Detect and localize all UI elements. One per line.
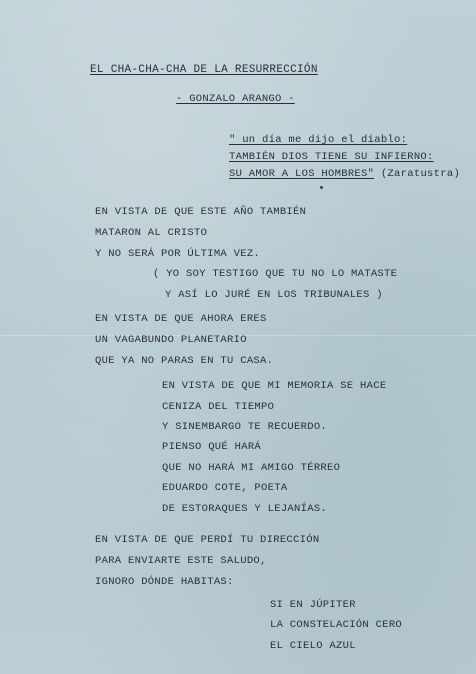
stanza3-line-1: EN VISTA DE QUE MI MEMORIA SE HACE: [162, 380, 387, 392]
stanza3-line-4: PIENSO QUÉ HARÁ: [162, 441, 262, 453]
epigraph-line-2: TAMBIÉN DIOS TIENE SU INFIERNO:: [229, 151, 434, 163]
stanza2-line-1: EN VISTA DE QUE AHORA ERES: [95, 313, 267, 325]
stanza1-line-1: EN VISTA DE QUE ESTE AÑO TAMBIÉN: [95, 206, 307, 218]
stanza2-line-2: UN VAGABUNDO PLANETARIO: [95, 334, 247, 346]
stanza4-line-3: IGNORO DÓNDE HABITAS:: [95, 576, 234, 588]
stanza1-line-5: Y ASÍ LO JURÉ EN LOS TRIBUNALES ): [165, 289, 383, 301]
epigraph-line-3: SU AMOR A LOS HOMBRES" (Zaratustra): [229, 168, 461, 180]
stanza1-line-2: MATARON AL CRISTO: [95, 227, 208, 239]
ink-mark: [320, 186, 323, 189]
poem-title: EL CHA-CHA-CHA DE LA RESURRECCIÓN: [90, 64, 318, 76]
stanza3-line-2: CENIZA DEL TIEMPO: [162, 401, 275, 413]
closing-line-2: LA CONSTELACIÓN CERO: [270, 619, 403, 631]
stanza1-line-4: ( YO SOY TESTIGO QUE TU NO LO MATASTE: [153, 268, 398, 280]
epigraph-line-1: " un día me dijo el diablo:: [229, 134, 408, 146]
stanza3-line-7: DE ESTORAQUES Y LEJANÍAS.: [162, 503, 328, 515]
author-line: - GONZALO ARANGO -: [176, 93, 295, 105]
stanza4-line-2: PARA ENVIARTE ESTE SALUDO,: [95, 555, 267, 567]
stanza1-line-3: Y NO SERÁ POR ÚLTIMA VEZ.: [95, 248, 261, 260]
closing-line-1: SI EN JÚPITER: [270, 599, 356, 611]
stanza3-line-5: QUE NO HARÁ MI AMIGO TÉRREO: [162, 462, 341, 474]
stanza3-line-3: Y SINEMBARGO TE RECUERDO.: [162, 421, 328, 433]
closing-line-3: EL CIELO AZUL: [270, 640, 356, 652]
stanza4-line-1: EN VISTA DE QUE PERDÍ TU DIRECCIÓN: [95, 534, 320, 546]
stanza3-line-6: EDUARDO COTE, POETA: [162, 482, 288, 494]
stanza2-line-3: QUE YA NO PARAS EN TU CASA.: [95, 355, 274, 367]
